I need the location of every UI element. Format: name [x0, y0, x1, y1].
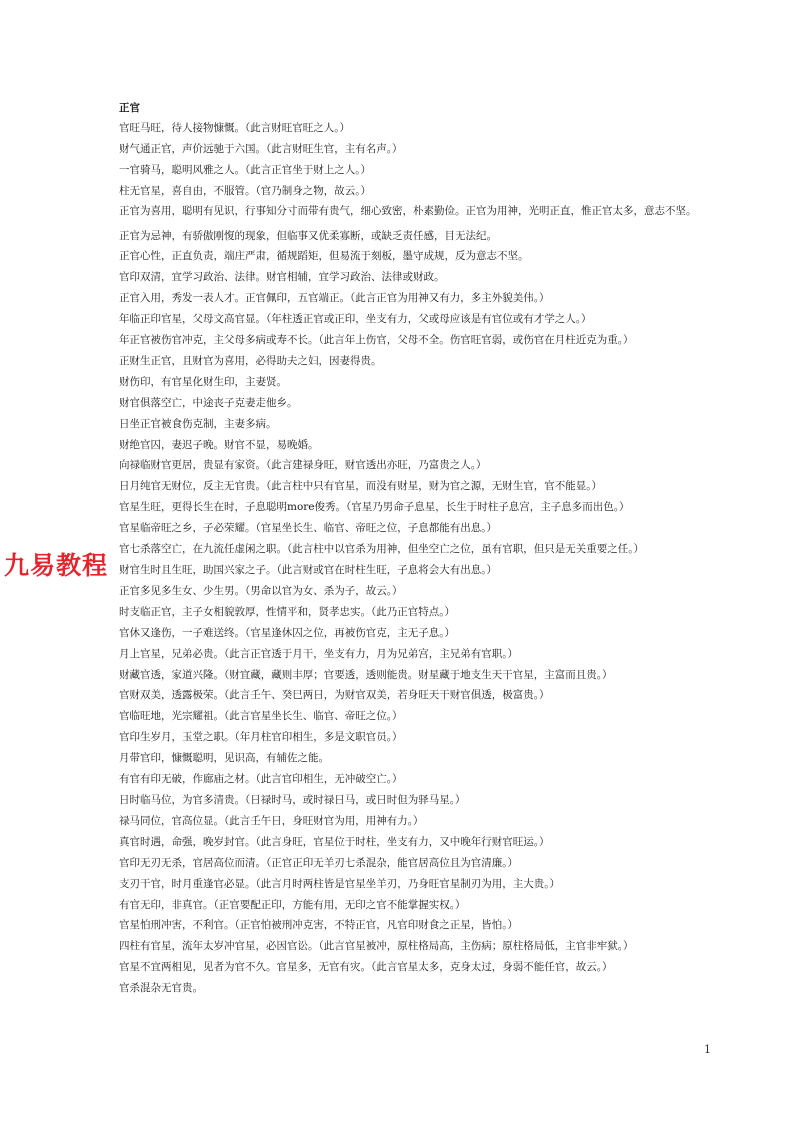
text-line: 四柱有官星，流年太岁冲官星，必因官讼。（此言官星被冲，原柱格局高，主伤病；原柱格局低，主官非牢狱。） — [119, 940, 634, 953]
text-line: 日月纯官无财位，反主无官贵。（此言柱中只有官星，而没有财星，财为官之源，无财生官，官不能显。） — [119, 480, 602, 493]
section-heading: 正官 — [119, 102, 140, 114]
text-line: 真官时遇，命强，晚岁封官。（此言身旺，官星位于时柱，坐支有力，又中晚年行财官旺运。） — [119, 835, 550, 848]
text-line: 正官为忌神，有骄傲刚愎的现象，但临事又优柔寡断，或缺乏责任感，目无法纪。 — [119, 229, 497, 242]
text-line: 支刃干官，时月重逢官必显。（此言月时两柱皆是官星坐羊刃，乃身旺官星制刃为用，主大贵。） — [119, 877, 560, 890]
text-line: 官星生旺，更得长生在时，子息聪明more俊秀。（官星乃男命子息星，长生于时柱子息宫，主子息多而出色。） — [119, 501, 630, 514]
page-number: 1 — [704, 1043, 711, 1056]
watermark-logo: 九易教程 — [4, 551, 109, 580]
text-line: 财官俱落空亡，中途丧子克妻走他乡。 — [119, 396, 298, 409]
text-line: 有官有印无破，作廊庙之材。（此言官印相生，无冲破空亡。） — [119, 773, 403, 786]
line-list — [119, 118, 719, 999]
text-line: 官印无刃无杀，官居高位而清。（正官正印无羊刃七杀混杂，能官居高位且为官清廉。） — [119, 856, 518, 869]
text-line: 正财生正官，且财官为喜用，必得助夫之妇，因妻得贵。 — [119, 354, 382, 367]
text-line: 官旺马旺，待人接物慷慨。（此言财旺官旺之人。） — [119, 122, 350, 134]
text-line: 官杀混杂无官贵。 — [119, 982, 203, 995]
text-line: 财官生时且生旺，助国兴家之子。（此言财或官在时柱生旺，子息将会大有出息。） — [119, 564, 497, 577]
text-line: 年临正印官星，父母文高官显。（年柱透正官或正印，坐支有力，父或母应该是有官位或有才学之人。） — [119, 313, 592, 326]
text-line: 年正官被伤官冲克，主父母多病或寿不长。（此言年上伤官，父母不全。伤官旺官弱，或伤官在月柱近克为重。） — [119, 334, 634, 347]
text-line: 官星怕刑冲害，不利官。（正官怕被刑冲克害，不特正官，凡官印财食之正星，皆怕。） — [119, 919, 518, 932]
text-line: 禄马同位，官高位显。（此言壬午日，身旺财官为用，用神有力。） — [119, 814, 424, 827]
text-line: 月上官星，兄弟必贵。（此言正官透于月干，坐支有力，月为兄弟宫，主兄弟有官职。） — [119, 647, 518, 660]
text-line: 官印生岁月，玉堂之职。（年月柱官印相生，多是文职官员。） — [119, 731, 403, 744]
text-line: 官印双清，宜学习政治、法律。财官相辅，宜学习政治、法律或财政。 — [119, 271, 445, 284]
text-line: 正官多见多生女、少生男。（男命以官为女、杀为子，故云。） — [119, 584, 403, 597]
text-line: 月带官印，慷慨聪明，见识高，有辅佐之能。 — [119, 752, 329, 765]
text-line: 正官心性，正直负责，端庄严肃，循规蹈矩，但易流于刻板，墨守成规，反为意志不坚。 — [119, 250, 529, 263]
text-line: 官临旺地，光宗耀祖。（此言官星坐长生、临官、帝旺之位。） — [119, 710, 403, 723]
text-line: 日时临马位，为官多清贵。（日禄时马，或时禄日马，或日时但为驿马星。） — [119, 793, 466, 806]
text-line: 日坐正官被食伤克制，主妻多病。 — [119, 417, 277, 430]
text-line: 官星临帝旺之乡，子必荣耀。（官星坐长生、临官、帝旺之位，子息都能有出息。） — [119, 522, 497, 535]
text-line: 财藏官透，家道兴隆。（财宜藏，藏则丰厚；官要透，透则能贵。财星藏于地支生天干官星，主富而且贵。） — [119, 668, 613, 681]
document-body — [119, 100, 719, 999]
text-line: 正官入用，秀发一表人才。正官佩印，五官端正。（此言正官为用神又有力，多主外貌美伟。） — [119, 292, 550, 305]
text-line: 官休又逢伤，一子难送终。（官星逢休囚之位，再被伤官克，主无子息。） — [119, 626, 455, 639]
text-line: 财伤印，有官星化财生印，主妻贤。 — [119, 375, 287, 388]
text-line: 官财双美，透露极荣。（此言壬午、癸巳两日，为财官双美，若身旺天干财官俱透，极富贵。） — [119, 689, 550, 702]
text-line: 财绝官囚，妻迟子晚。财官不显，易晚婚。 — [119, 438, 319, 451]
text-line: 正官为喜用，聪明有见识，行事知分寸而带有贵气，细心致密，朴素勤俭。正官为用神，光明正直，惟正官太多，意志不坚。 — [119, 204, 697, 217]
text-line: 财气通正官，声价远驰于六国。（此言财旺生官，主有名声。） — [119, 142, 403, 155]
text-line: 官星不宜两相见，见者为官不久。官星多，无官有灾。（此言官星太多，克身太过，身弱不能任官，故云。） — [119, 961, 613, 974]
text-line: 有官无印，非真官。（正官要配正印，方能有用，无印之官不能掌握实权。） — [119, 898, 466, 911]
text-line: 柱无官星，喜自由，不服管。（官乃制身之物，故云。） — [119, 184, 371, 197]
text-line: 官七杀落空亡，在九流任虚闲之职。（此言柱中以官杀为用神，但坐空亡之位，虽有官职，但只是无关重要之任。） — [119, 543, 644, 556]
text-line: 向禄临财官更居，贵显有家资。（此言建禄身旺，财官透出亦旺，乃富贵之人。） — [119, 459, 487, 472]
text-line: 一官骑马，聪明风雅之人。（此言正官坐于财上之人。） — [119, 163, 371, 176]
text-line: 时支临正官，主子女相貌敦厚，性情平和，贤孝忠实。（此乃正官特点。） — [119, 605, 455, 618]
